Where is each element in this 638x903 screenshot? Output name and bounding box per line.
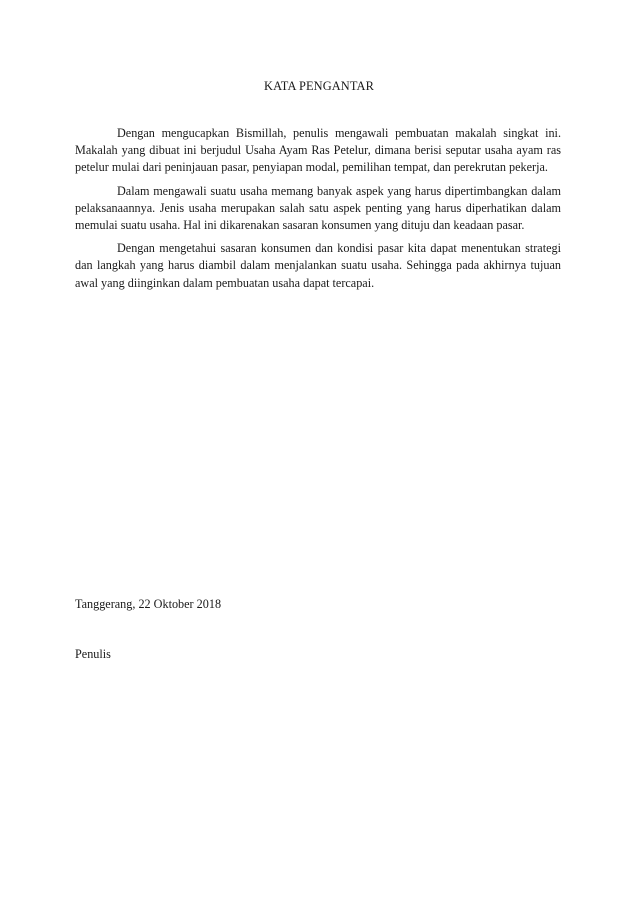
document-body — [75, 125, 561, 298]
page-title: KATA PENGANTAR — [264, 79, 374, 93]
signature: Penulis — [75, 647, 111, 661]
paragraph-1: Dengan mengucapkan Bismillah, penulis mengawali pembuatan makalah singkat ini. Makalah yang dibuat ini berjudul Usaha Ayam Ras Petelur, dimana berisi seputar usaha ayam ras petelur mulai dari peninjauan pasar, penyiapan modal, pemilihan tempat, dan perekrutan pekerja. — [75, 126, 561, 175]
paragraph-2: Dalam mengawali suatu usaha memang banyak aspek yang harus dipertimbangkan dalam pelaksanaannya. Jenis usaha merupakan salah satu aspek penting yang harus diperhatikan dalam memulai suatu usaha. Hal ini dikarenakan sasaran konsumen yang dituju dan keadaan pasar. — [75, 183, 561, 233]
paragraph-3: Dengan mengetahui sasaran konsumen dan kondisi pasar kita dapat menentukan strategi dan langkah yang harus diambil dalam menjalankan suatu usaha. Sehingga pada akhirnya tujuan awal yang diinginkan dalam pembuatan usaha dapat tercapai. — [75, 241, 561, 290]
place-date: Tanggerang, 22 Oktober 2018 — [75, 597, 222, 611]
